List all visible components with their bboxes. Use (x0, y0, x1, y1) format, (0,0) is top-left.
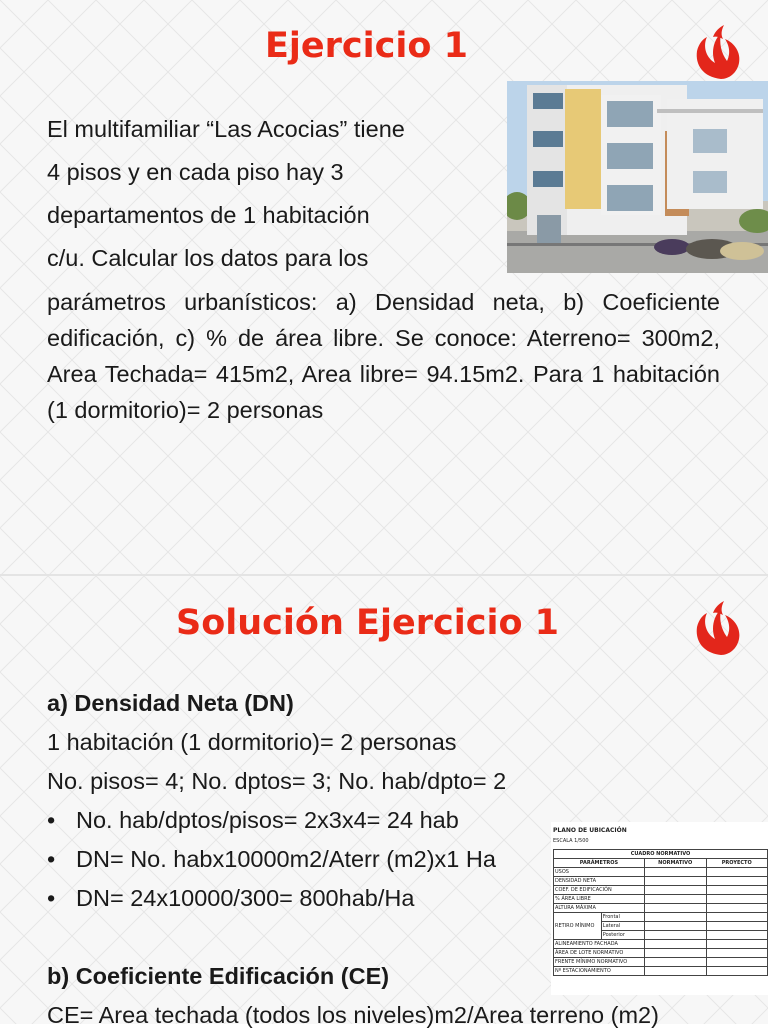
section-b-line: CE= Area techada (todos los niveles)m2/Area terreno (m2) (47, 1002, 659, 1028)
normative-table-image (551, 822, 768, 995)
table-scale: ESCALA 1/500 (553, 838, 589, 844)
solution-line: 1 habitación (1 dormitorio)= 2 personas (47, 729, 457, 755)
table-row-label: RETIRO MÍNIMO (554, 913, 602, 940)
table-row-label: USOS (554, 868, 645, 877)
intro-line: El multifamiliar “Las Acocias” tiene (47, 116, 405, 142)
table-row-label: ÁREA DE LOTE NORMATIVO (554, 949, 645, 958)
intro-line: departamentos de 1 habitación (47, 202, 370, 228)
table-header: PROYECTO (706, 859, 767, 868)
table-row-label: ALINEAMIENTO FACHADA (554, 940, 645, 949)
solution-line: No. pisos= 4; No. dptos= 3; No. hab/dpto= 2 (47, 768, 507, 794)
upc-flame-logo-icon (693, 23, 749, 81)
table-header: PARÁMETROS (554, 859, 645, 868)
body-text: parámetros urbanísticos: a) Densidad neta, b) Coeficiente edificación, c) % de área libre. Se conoce: Aterreno= 300m2, Area Techada= 415m2, Area libre= 94.15m2. Para 1 habitación (1 dormitorio)= 2 personas (47, 289, 720, 423)
table-row-label: DENSIDAD NETA (554, 877, 645, 886)
table-sub-label: Lateral (601, 922, 644, 931)
table-title: PLANO DE UBICACIÓN (553, 827, 627, 834)
section-a-heading: a) Densidad Neta (DN) (47, 690, 294, 716)
section-b-heading: b) Coeficiente Edificación (CE) (47, 963, 390, 989)
table-row-label: COEF. DE EDIFICACIÓN (554, 886, 645, 895)
table-row-label: ALTURA MÁXIMA (554, 904, 645, 913)
upc-flame-logo-icon (693, 599, 749, 657)
bullet-item: • DN= 24x10000/300= 800hab/Ha (47, 879, 767, 918)
table-row-label: % ÁREA LIBRE (554, 895, 645, 904)
intro-line: c/u. Calcular los datos para los (47, 245, 369, 271)
solution-title: Solución Ejercicio 1 (176, 603, 560, 643)
table-sub-label: Frontal (601, 913, 644, 922)
table-row-label: Nº ESTACIONAMIENTO (554, 967, 645, 976)
building-photo (507, 81, 768, 273)
bullet-item: • No. hab/dptos/pisos= 2x3x4= 24 hab (47, 801, 767, 840)
slide-title: Ejercicio 1 (265, 26, 468, 66)
table-caption: CUADRO NORMATIVO (554, 850, 768, 859)
intro-text (47, 108, 477, 280)
table-row-label: FRENTE MÍNIMO NORMATIVO (554, 958, 645, 967)
normative-table (553, 849, 768, 976)
table-header: NORMATIVO (644, 859, 706, 868)
bullet-item: • DN= No. habx10000m2/Aterr (m2)x1 Ha (47, 840, 767, 879)
table-sub-label: Posterior (601, 931, 644, 940)
intro-line: 4 pisos y en cada piso hay 3 (47, 159, 344, 185)
